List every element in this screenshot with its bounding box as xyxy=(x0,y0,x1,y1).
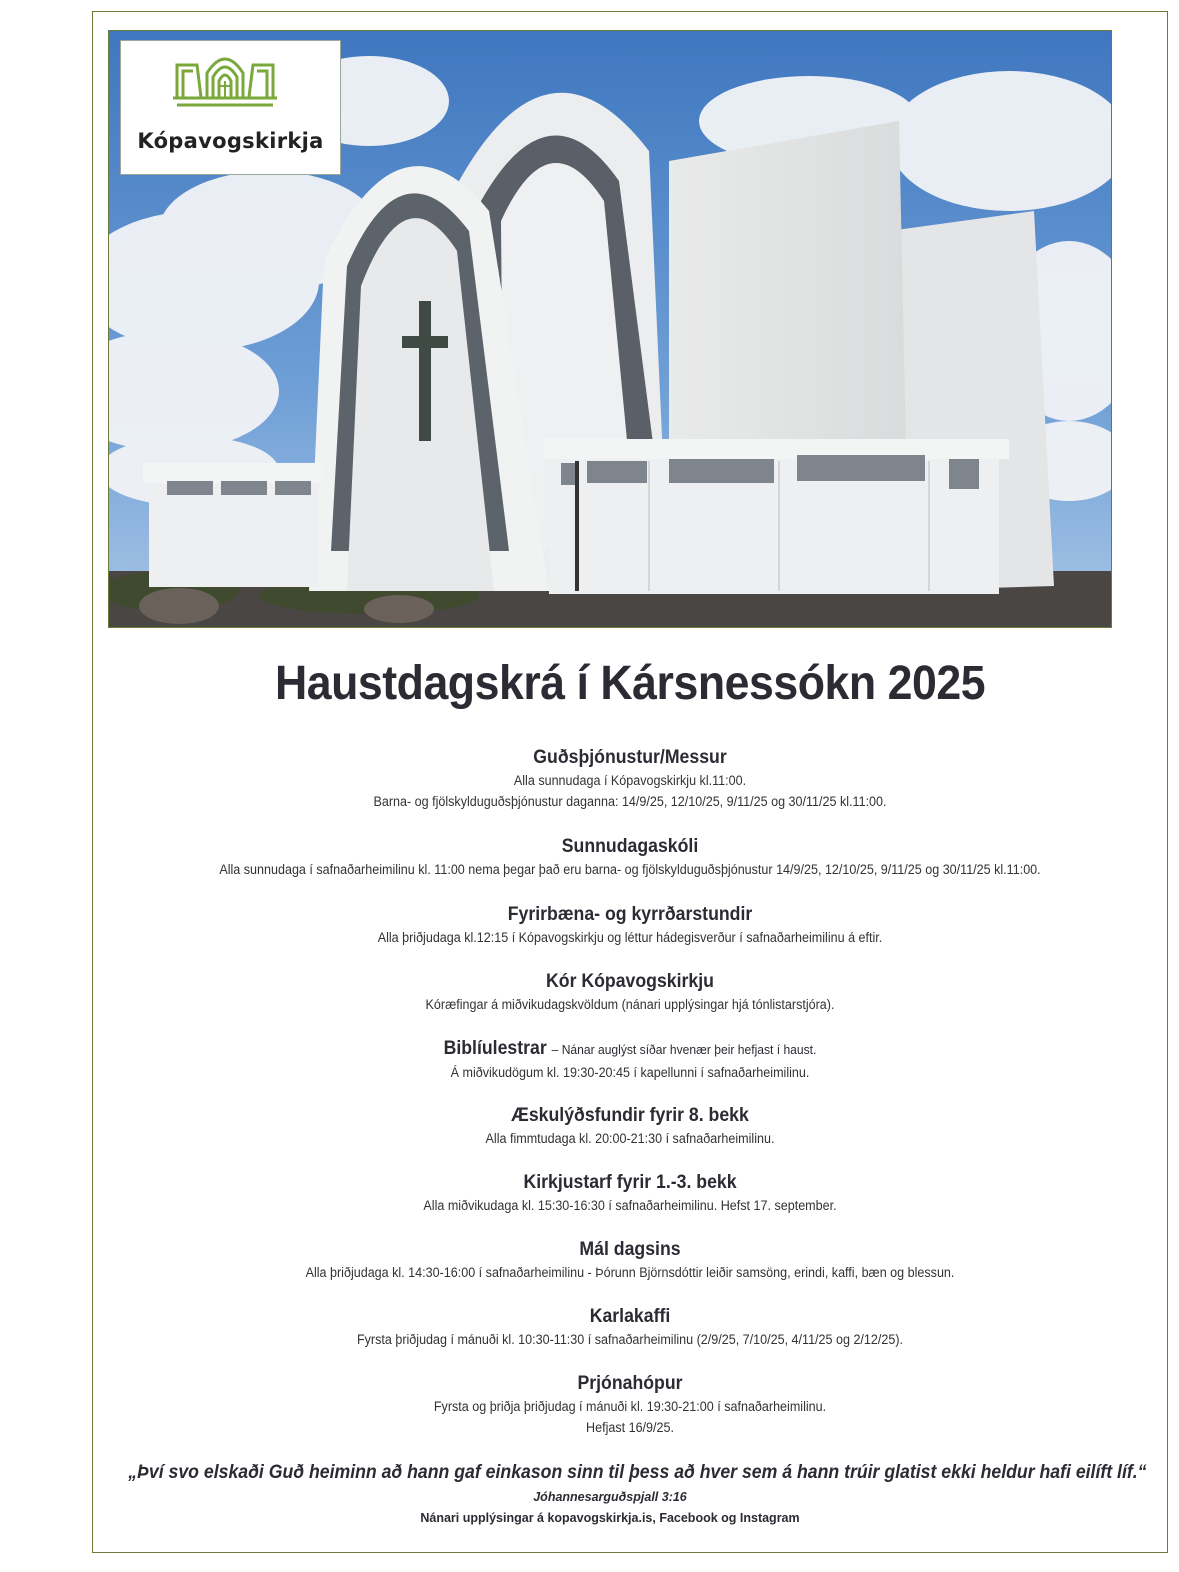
section-line: Fyrsta og þriðja þriðjudag í mánuði kl. 19:30-21:00 í safnaðarheimilinu. xyxy=(433,1399,827,1414)
logo-text: Kópavogskirkja xyxy=(137,129,324,153)
section-bibliulestrar xyxy=(92,1037,1168,1083)
more-info-line: Nánari upplýsingar á kopavogskirkja.is, Facebook og Instagram xyxy=(420,1511,800,1525)
section-line: Alla þriðjudaga kl.12:15 í Kópavogskirkju og léttur hádegisverður í safnaðarheimilinu á eftir. xyxy=(377,930,883,945)
section-heading: Karlakaffi xyxy=(589,1306,671,1327)
section-heading: Fyrirbæna- og kyrrðarstundir xyxy=(507,904,753,925)
page-title: Haustdagskrá í Kársnessókn 2025 xyxy=(274,657,986,710)
section-fyrirbaena xyxy=(92,903,1168,948)
church-logo-icon xyxy=(173,51,277,127)
section-line: Hefjast 16/9/25. xyxy=(586,1420,674,1435)
section-mal-dagsins xyxy=(92,1238,1168,1283)
section-aeskulydsfundir xyxy=(92,1104,1168,1149)
section-heading: Guðsþjónustur/Messur xyxy=(533,747,727,768)
section-prjonahopur xyxy=(92,1372,1168,1438)
section-line: Alla þriðjudaga kl. 14:30-16:00 í safnaðarheimilinu - Þórunn Björnsdóttir leiðir samsöng, erindi, kaffi, bæn og blessun. xyxy=(305,1265,955,1280)
bible-quote: „Því svo elskaði Guð heiminn að hann gaf einkason sinn til þess að hver sem á hann trúir glatist ekki heldur hafi eilíft líf.“ xyxy=(128,1462,1147,1483)
section-karlakaffi xyxy=(92,1305,1168,1350)
section-heading: Kirkjustarf fyrir 1.-3. bekk xyxy=(523,1172,737,1193)
section-heading: Mál dagsins xyxy=(579,1239,681,1260)
section-line: Fyrsta þriðjudag í mánuði kl. 10:30-11:30 í safnaðarheimilinu (2/9/25, 7/10/25, 4/11/25 og 2/12/25). xyxy=(356,1332,904,1347)
section-kirkjustarf xyxy=(92,1171,1168,1216)
section-note: – Nánar auglýst síðar hvenær þeir hefjast í haust. xyxy=(551,1042,817,1057)
church-logo xyxy=(120,40,341,175)
section-line: Kóræfingar á miðvikudagskvöldum (nánari upplýsingar hjá tónlistarstjóra). xyxy=(425,997,835,1012)
section-heading-text: Biblíulestrar xyxy=(443,1038,547,1059)
section-heading: Kór Kópavogskirkju xyxy=(546,971,714,992)
section-line: Á miðvikudögum kl. 19:30-20:45 í kapellunni í safnaðarheimilinu. xyxy=(450,1065,810,1080)
section-messur xyxy=(92,746,1168,812)
section-heading: Sunnudagaskóli xyxy=(561,836,699,857)
bible-quote-reference: Jóhannesarguðspjall 3:16 xyxy=(533,1490,687,1504)
section-heading: Prjónahópur xyxy=(577,1373,683,1394)
section-line: Barna- og fjölskylduguðsþjónustur daganna: 14/9/25, 12/10/25, 9/11/25 og 30/11/25 kl.11:00. xyxy=(373,794,887,809)
section-sunnudagaskoli xyxy=(92,835,1168,880)
section-heading: Æskulýðsfundir fyrir 8. bekk xyxy=(511,1105,749,1126)
section-kor xyxy=(92,970,1168,1015)
section-line: Alla sunnudaga í Kópavogskirkju kl.11:00. xyxy=(513,773,747,788)
section-line: Alla miðvikudaga kl. 15:30-16:30 í safnaðarheimilinu. Hefst 17. september. xyxy=(423,1198,837,1213)
section-line: Alla fimmtudaga kl. 20:00-21:30 í safnaðarheimilinu. xyxy=(485,1131,775,1146)
section-heading xyxy=(130,1037,1131,1062)
section-line: Alla sunnudaga í safnaðarheimilinu kl. 11:00 nema þegar það eru barna- og fjölskylduguðsþjónustur 14/9/25, 12/10/25, 9/11/25 og 30/11/25 kl.11:00. xyxy=(219,862,1041,877)
